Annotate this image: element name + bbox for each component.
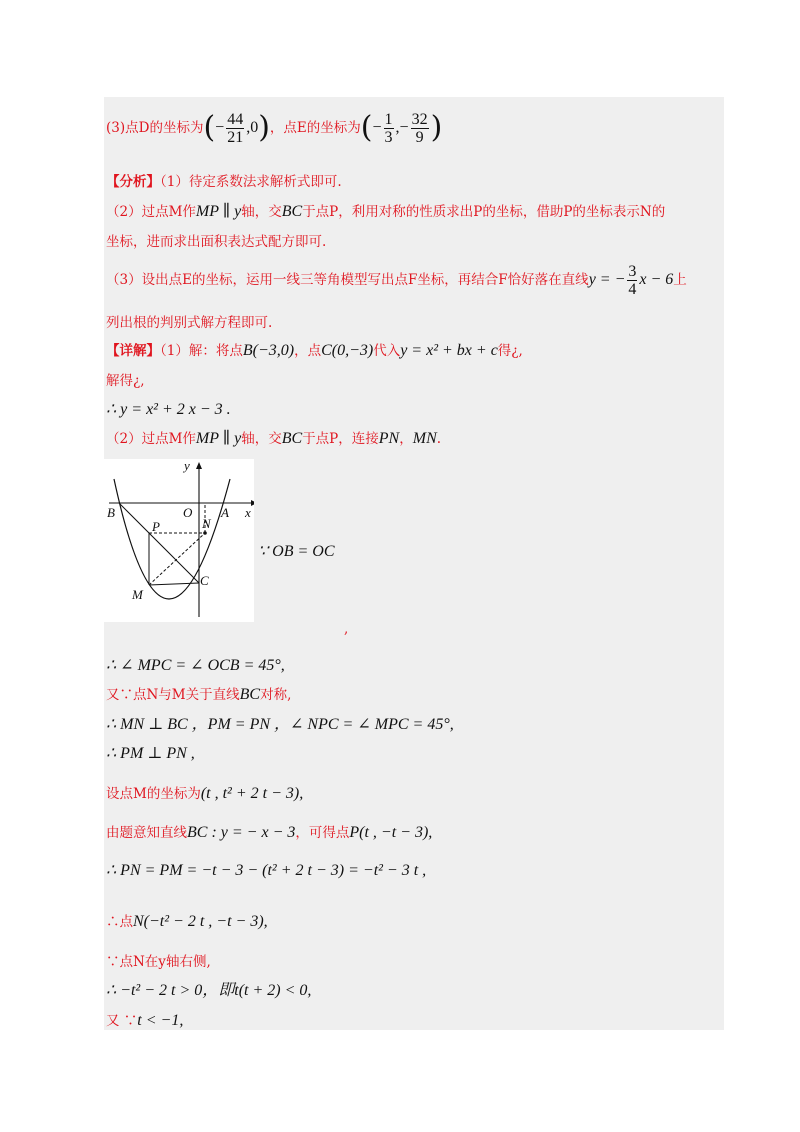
proof-line-10 bbox=[106, 982, 311, 1000]
label-n: N bbox=[202, 516, 211, 531]
detail-bc: BC bbox=[281, 430, 303, 447]
detail-s4-connect: 于点P，连接 bbox=[302, 431, 379, 447]
line-bc-equation: BC : y = − x − 3 bbox=[187, 824, 296, 841]
pn-expression: ∴ PN = PM = −t − 3 − (t² + 2 t − 3) = −t² − 3 t , bbox=[106, 862, 427, 879]
line-eq-denominator: 4 bbox=[628, 280, 637, 298]
label-x: x bbox=[245, 505, 251, 520]
detail-line-2 bbox=[106, 372, 145, 390]
analysis-p2-end: 坐标，进而求出面积表达式配方即可. bbox=[106, 234, 327, 250]
analysis-tag: 【分析】 bbox=[106, 174, 160, 190]
proof-line-2 bbox=[106, 686, 291, 704]
get-p-text: ，可得点 bbox=[295, 825, 350, 841]
detail-line-3 bbox=[106, 401, 231, 419]
n-coordinates: N(−t² − 2 t , −t − 3), bbox=[133, 913, 268, 930]
d-denominator: 21 bbox=[227, 128, 244, 146]
detail-s4-axis: 轴，交 bbox=[241, 431, 282, 447]
label-c: C bbox=[200, 573, 209, 588]
detail-s4-end: . bbox=[436, 431, 442, 447]
t-less-than: t < −1, bbox=[137, 1012, 184, 1029]
line-bc-text: 由题意知直线 bbox=[106, 825, 187, 841]
e-fraction-2 bbox=[411, 111, 429, 146]
proof-line-1 bbox=[106, 657, 285, 675]
detail-s1-into: 代入 bbox=[373, 343, 401, 359]
part3-answer-line bbox=[106, 108, 442, 148]
d-minus: − bbox=[215, 119, 225, 136]
x-axis-arrow-icon bbox=[251, 500, 254, 506]
y-axis-arrow-icon bbox=[196, 462, 202, 469]
proof-line-4 bbox=[106, 745, 195, 763]
label-o: O bbox=[183, 505, 193, 520]
e-numerator-1: 1 bbox=[384, 110, 393, 128]
point-c: C(0,−3) bbox=[321, 342, 374, 359]
part3-prefix: (3)点D的坐标为 bbox=[106, 120, 204, 136]
point-n-dot bbox=[203, 531, 207, 535]
angle-mpc: ∴ ∠ MPC = ∠ OCB = 45°, bbox=[106, 657, 285, 674]
analysis-p3-end: 列出根的判别式解方程即可. bbox=[106, 315, 273, 331]
analysis-p1: （1）待定系数法求解析式即可. bbox=[160, 174, 342, 190]
ob-oc-line bbox=[258, 543, 335, 561]
d-numerator: 44 bbox=[227, 110, 244, 128]
proof-line-8 bbox=[106, 913, 268, 931]
parabola-result: ∴ y = x² + 2 x − 3 . bbox=[106, 401, 231, 418]
pm-perp-pn: ∴ PM ⊥ PN , bbox=[106, 745, 195, 762]
inequality-start: ∴ −t² − 2 t > 0，即 bbox=[106, 982, 235, 999]
right-paren: ) bbox=[258, 110, 270, 145]
perpendicular-statement: ∴ MN ⊥ BC ，PM = PN ，∠ NPC = ∠ MPC = 45°, bbox=[106, 716, 454, 733]
symmetry-bc: BC bbox=[239, 686, 261, 703]
detail-tag: 【详解】 bbox=[106, 343, 160, 359]
p-coordinates: P(t , −t − 3), bbox=[349, 824, 433, 841]
e-numerator-2: 32 bbox=[411, 110, 428, 128]
inequality-factored: t(t + 2) < 0, bbox=[234, 982, 312, 999]
analysis-mp-parallel: MP ∥ y bbox=[195, 203, 242, 220]
parabola-figure bbox=[104, 459, 254, 622]
analysis-p2-start: （2）过点M作 bbox=[106, 204, 196, 220]
detail-mp-parallel: MP ∥ y bbox=[195, 430, 242, 447]
set-m-text: 设点M的坐标为 bbox=[106, 786, 201, 802]
analysis-line-2 bbox=[106, 203, 665, 221]
e-minus: − bbox=[372, 119, 382, 136]
analysis-bc: BC bbox=[281, 203, 303, 220]
proof-line-3 bbox=[106, 716, 454, 734]
line-eq-y: y = − bbox=[588, 271, 626, 288]
e-denominator-1: 3 bbox=[384, 128, 393, 146]
label-m: M bbox=[132, 587, 143, 602]
detail-s4-sep: ， bbox=[399, 431, 413, 447]
n-point-text: ∴点 bbox=[106, 914, 133, 930]
d-tail: ,0 bbox=[246, 119, 259, 136]
label-b: B bbox=[107, 505, 115, 520]
proof-line-11 bbox=[106, 1012, 183, 1030]
left-paren-e: ( bbox=[360, 110, 373, 145]
line-eq-fraction bbox=[627, 263, 637, 298]
detail-solve: 解得¿, bbox=[106, 373, 145, 389]
e-fraction-1 bbox=[384, 111, 394, 146]
line-eq-x: x − 6 bbox=[639, 271, 674, 288]
ob-equals-oc: ∵ OB = OC bbox=[258, 543, 335, 560]
also-because: 又 ∵ bbox=[106, 1013, 138, 1029]
analysis-line-5 bbox=[106, 314, 272, 332]
proof-line-9 bbox=[106, 953, 211, 971]
right-paren-e: ) bbox=[430, 110, 443, 145]
part3-mid: ，点E的坐标为 bbox=[269, 120, 361, 136]
analysis-p2-axis: 轴，交 bbox=[241, 204, 282, 220]
symmetry-end: 对称, bbox=[260, 687, 292, 703]
label-y: y bbox=[184, 459, 190, 473]
e-separator: ,− bbox=[395, 119, 409, 136]
e-denominator-2: 9 bbox=[415, 128, 424, 146]
analysis-p3-on: 上 bbox=[673, 272, 687, 288]
analysis-line-4 bbox=[106, 262, 687, 298]
proof-line-6 bbox=[106, 824, 432, 842]
detail-s4-start: （2）过点M作 bbox=[106, 431, 196, 447]
detail-s1-start: （1）解：将点 bbox=[160, 343, 243, 359]
label-p: P bbox=[152, 519, 160, 534]
d-fraction bbox=[226, 111, 244, 146]
detail-line-4 bbox=[106, 430, 441, 448]
detail-pn: PN bbox=[378, 430, 400, 447]
detail-s1-and: ，点 bbox=[294, 343, 322, 359]
symmetry-start: 又∵点N与M关于直线 bbox=[106, 687, 240, 703]
figure-comma bbox=[344, 620, 348, 638]
detail-mn: MN bbox=[412, 430, 437, 447]
line-eq-numerator: 3 bbox=[628, 262, 637, 280]
n-right-side: ∵点N在y轴右侧, bbox=[106, 954, 211, 970]
analysis-p2-rest: 于点P，利用对称的性质求出P的坐标，借助P的坐标表示N的 bbox=[302, 204, 666, 220]
parabola-general: y = x² + bx + c bbox=[400, 342, 498, 359]
detail-line-1 bbox=[106, 342, 523, 360]
point-b: B(−3,0) bbox=[242, 342, 295, 359]
analysis-line-3 bbox=[106, 233, 326, 251]
proof-line-5 bbox=[106, 785, 303, 803]
analysis-p3-start: （3）设出点E的坐标，运用一线三等角模型写出点F坐标，再结合F恰好落在直线 bbox=[106, 272, 589, 288]
analysis-line-1 bbox=[106, 173, 342, 191]
left-paren: ( bbox=[203, 110, 216, 145]
label-a: A bbox=[221, 505, 229, 520]
parabola-diagram bbox=[104, 459, 254, 622]
parabola-curve bbox=[114, 479, 230, 599]
proof-line-7 bbox=[106, 862, 426, 880]
m-coordinates: (t , t² + 2 t − 3), bbox=[200, 785, 304, 802]
segment-mc bbox=[149, 583, 199, 585]
detail-s1-end: 得¿, bbox=[497, 343, 523, 359]
figure-comma-text: , bbox=[344, 621, 349, 637]
